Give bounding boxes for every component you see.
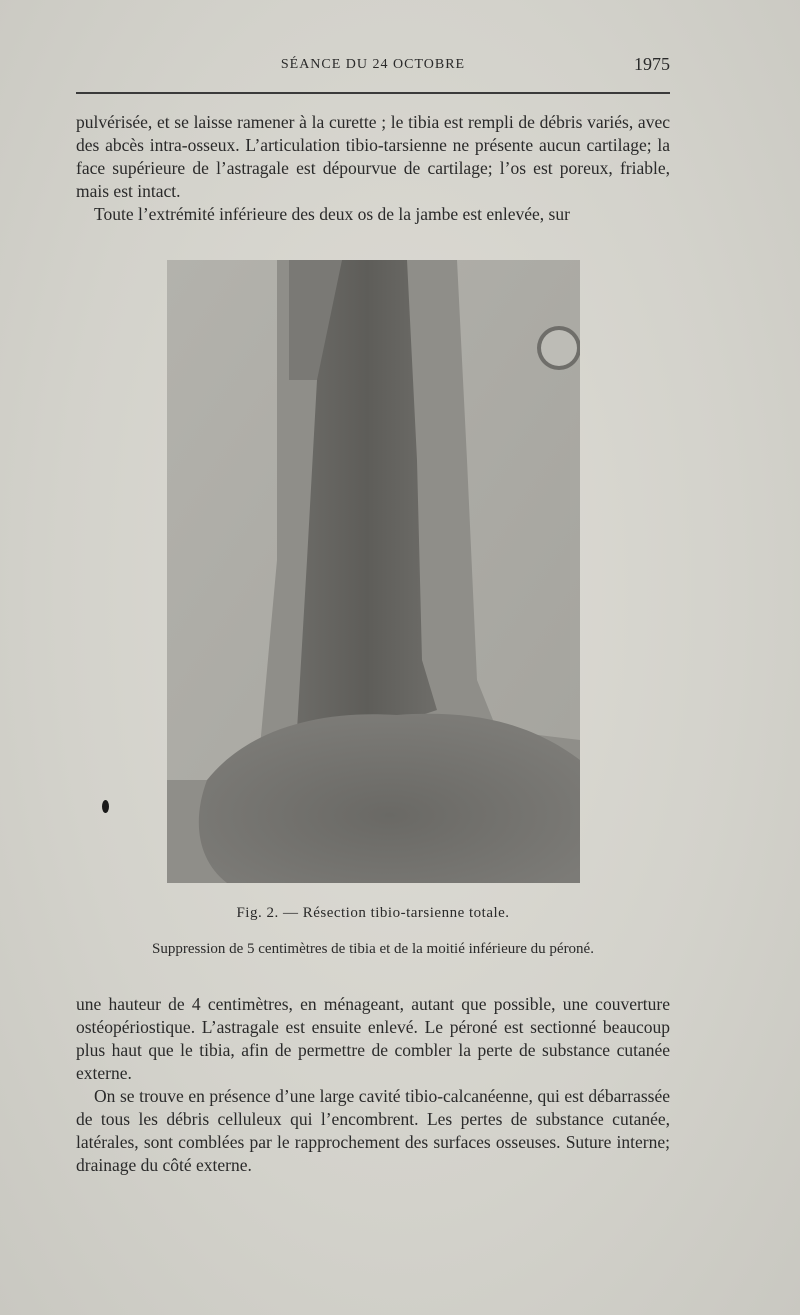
ink-speck [102, 800, 109, 813]
paragraph: On se trouve en présence d’une large cavité tibio-calcanéenne, qui est débarrassée de tous les débris celluleux qui l’encombrent. Les pertes de substance cutanée, latérales, sont comblées par le rapprochement des surfaces osseuses. Suture interne; drainage du côté externe. [76, 1086, 670, 1175]
running-title: SÉANCE DU 24 OCTOBRE [280, 57, 466, 72]
paragraph: Toute l’extrémité inférieure des deux os de la jambe est enlevée, sur [94, 204, 570, 224]
page-number: 1975 [634, 54, 670, 74]
running-head [76, 54, 670, 78]
figure-caption: Fig. 2. — Résection tibio-tarsienne totale. [236, 905, 510, 921]
body-text-top [76, 111, 670, 226]
body-text-bottom [76, 993, 670, 1177]
paragraph: pulvérisée, et se laisse ramener à la curette ; le tibia est rempli de débris variés, avec des abcès intra-osseux. L’articulation tibio-tarsienne ne présente aucun cartilage; la face supérieure de l’astragale est dépourvue de cartilage; l’os est poreux, friable, mais est intact. [76, 112, 670, 201]
figure-caption-detail: Suppression de 5 centimètres de tibia et de la moitié inférieure du péroné. [152, 941, 594, 957]
radiograph-image [167, 260, 580, 883]
radiograph-figure [167, 260, 580, 883]
header-rule [76, 92, 670, 94]
paragraph: une hauteur de 4 centimètres, en ménageant, autant que possible, une couverture ostéopériostique. L’astragale est ensuite enlevé. Le péroné est sectionné beaucoup plus haut que le tibia, afin de permettre de combler la perte de substance cutanée externe. [76, 994, 670, 1083]
